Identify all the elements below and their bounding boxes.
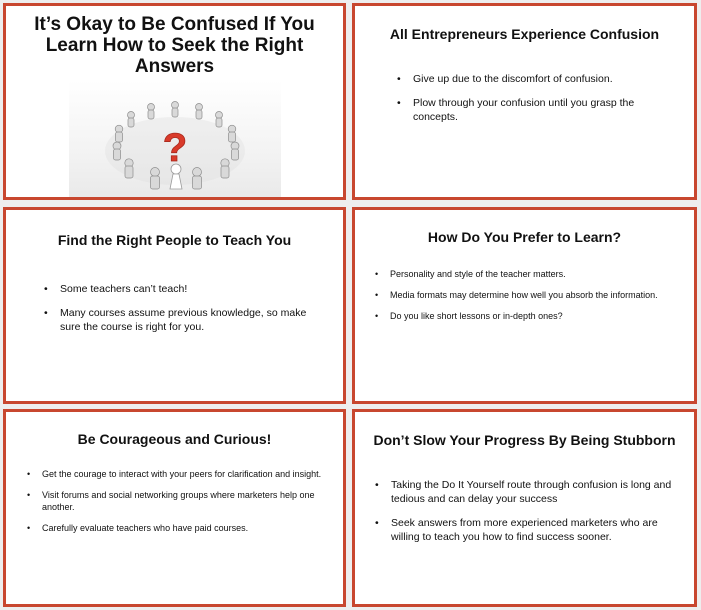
slide-title: All Entrepreneurs Experience Confusion [389, 26, 660, 42]
bullet-item: • Carefully evaluate teachers who have paid courses. [27, 522, 325, 534]
svg-text:?: ? [162, 126, 188, 170]
bullet-item: • Taking the Do It Yourself route through confusion is long and tedious and can delay your success [375, 478, 676, 506]
slide-title: How Do You Prefer to Learn? [427, 229, 622, 245]
slide-6[interactable] [352, 409, 697, 607]
slide-3[interactable] [3, 207, 346, 404]
bullet-list [375, 268, 686, 331]
bullet-item: • Many courses assume previous knowledge, so make sure the course is right for you. [44, 306, 321, 334]
slide-5[interactable] [3, 409, 346, 607]
bullet-item: • Some teachers can’t teach! [44, 282, 321, 296]
bullet-list [375, 478, 676, 554]
bullet-item: • Get the courage to interact with your peers for clarification and insight. [27, 468, 325, 480]
slide-title: Be Courageous and Curious! [77, 431, 272, 447]
bullet-item: • Seek answers from more experienced marketers who are willing to teach you how to find success sooner. [375, 516, 676, 544]
bullet-item: • Give up due to the discomfort of confusion. [397, 72, 664, 86]
slide-title: Find the Right People to Teach You [57, 232, 292, 248]
question-circle-image [69, 81, 281, 199]
bullet-item: • Plow through your confusion until you grasp the concepts. [397, 96, 664, 124]
bullet-item: • Personality and style of the teacher matters. [375, 268, 686, 280]
slide-2[interactable] [352, 3, 697, 200]
slide-title: It’s Okay to Be Confused If You Learn How to Seek the Right Answers [34, 14, 315, 77]
bullet-list [44, 282, 321, 344]
bullet-list [27, 468, 325, 543]
question-mark-circle-figures-icon [69, 81, 281, 199]
bullet-list [397, 72, 664, 134]
slide-1[interactable] [3, 3, 346, 200]
bullet-item: • Do you like short lessons or in-depth ones? [375, 310, 686, 322]
bullet-item: • Visit forums and social networking groups where marketers help one another. [27, 489, 325, 513]
slide-4[interactable] [352, 207, 697, 404]
slide-title: Don’t Slow Your Progress By Being Stubborn [373, 432, 676, 448]
bullet-item: • Media formats may determine how well you absorb the information. [375, 289, 686, 301]
